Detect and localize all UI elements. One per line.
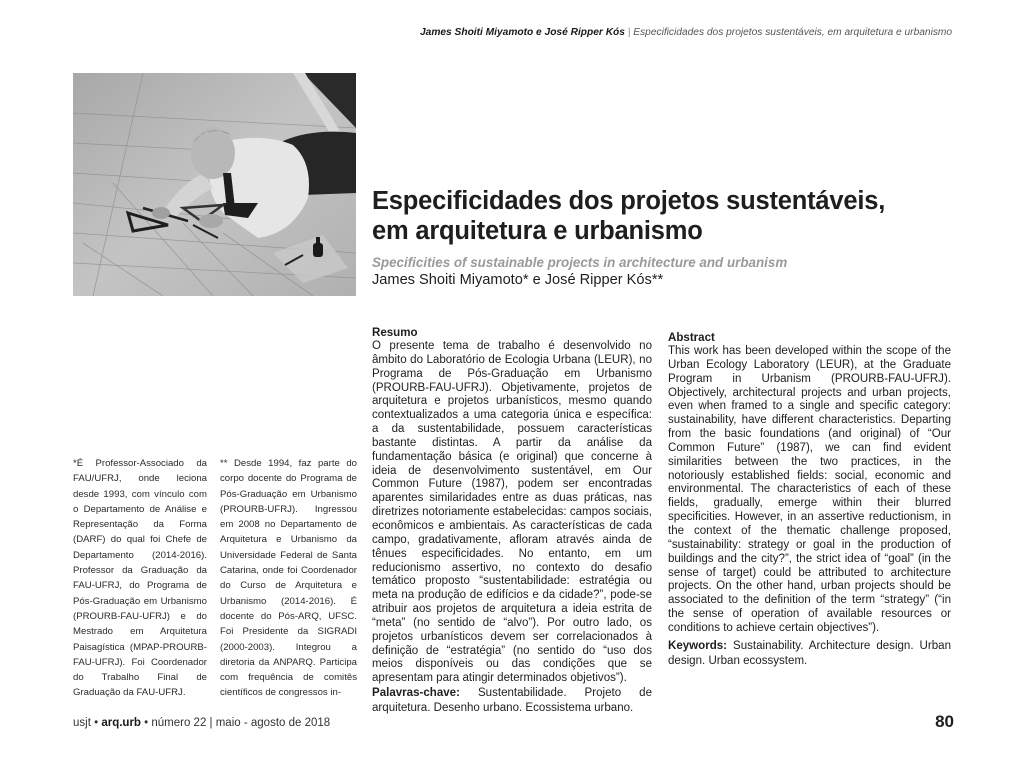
abstract-keywords-label: Keywords: bbox=[668, 639, 728, 652]
abstract-heading: Abstract bbox=[668, 332, 715, 344]
article-title bbox=[372, 186, 972, 246]
resumo-heading: Resumo bbox=[372, 327, 418, 339]
footer-bullet: • bbox=[140, 717, 152, 729]
article-authors: James Shoiti Miyamoto* e José Ripper Kós** bbox=[372, 272, 664, 288]
abstract-section bbox=[668, 332, 951, 669]
resumo-section bbox=[372, 327, 652, 716]
footnote-author-2: ** Desde 1994, faz parte do corpo docente do Programa de Pós-Graduação em Urbanismo (PROURB-UFRJ). Ingressou em 2008 no Departamento de Arquitetura e Urbanismo da Universidade Federal de Santa Catarina, onde foi Coordenador do Curso de Arquitetura e Urbanismo (2014-2016). É docente do Pós-ARQ, UFSC. Foi Presidente da SIGRADI (2000-2003). Integrou a diretoria da ANPARQ. Participa com frequência de comitês científicos de congressos in- bbox=[220, 458, 357, 699]
footer-publisher: usjt bbox=[73, 717, 91, 729]
footer-journal-name: arq.urb bbox=[101, 717, 141, 729]
abstract-keywords bbox=[668, 639, 951, 669]
footer-bullet: • bbox=[90, 717, 102, 729]
abstract-body: This work has been developed within the scope of the Urban Ecology Laboratory (LEUR), at the Graduate Program in Urbanism (PROURB-FAU-UFRJ). Objectively, architectural projects and urban projects, even when framed to a single and specific category: sustainability, have different characteristics. Departing from the basic foundations (and original) of “Our Common Future” (1987), we can find evident similarities between the two practices, in the notoriously established fields: social, economic and environmental. The characteristics of each of these fields, gradually, emerge within their blurred specificities. However, in an assertive reductionism, in the context of the thematic challenge proposed, “sustainability: strategy or goal in the production of buildings and the city?”, the strict idea of “goal” (in the sense of target) could be attributed to architecture projects. On the other hand, urban projects should be associated to the definition of the term “strategy” (“in the sense of operation of available resources or conditions to achieve certain objectives”). bbox=[668, 345, 951, 634]
article-title-line1: Especificidades dos projetos sustentáveis, bbox=[372, 187, 886, 215]
article-photo bbox=[73, 73, 356, 296]
running-head bbox=[420, 27, 952, 38]
resumo-body: O presente tema de trabalho é desenvolvido no âmbito do Laboratório de Ecologia Urbana (LEUR), no Programa de Pós-Graduação em Urbanismo (PROURB-FAU-UFRJ). Objetivamente, projetos de arquitetura e projetos urbanísticos, mesmo quando contextualizados a uma categoria única e específica: a da sustentabilidade, possuem características bastante distintas. A partir da análise da fundamentação básica (e original) que concerne à ideia de desenvolvimento sustentável, em Our Common Future (1987), podem ser encontradas aparentes similaridades entre as duas práticas, nas diretrizes notoriamente estabelecidas: campos sociais, econômicos e ambientais. As características de cada campo, gradativamente, afloram através ainda de tênues especificidades. No entanto, em um reducionismo assertivo, no contexto do desafio temático proposto “sustentabilidade: estratégia ou meta na produção de edifícios e da cidade?”, pode-se atribuir aos projetos de arquitetura a ideia estrita de “meta” (no sentido de “alvo”). Por outro lado, os projetos urbanísticos devem ser correlacionados à definição de “estratégia” (no sentido do “uso dos meios disponíveis ou das condições que se apresentam para atingir determinados objetivos”). bbox=[372, 340, 652, 685]
article-subtitle: Specificities of sustainable projects in architecture and urbanism bbox=[372, 255, 788, 270]
running-head-separator: | bbox=[624, 27, 634, 38]
footer-journal-info bbox=[73, 717, 330, 729]
article-title-line2: em arquitetura e urbanismo bbox=[372, 217, 703, 245]
footnote-author-1: *É Professor-Associado da FAU/UFRJ, onde leciona desde 1993, com vínculo com o Departamento de Análise e Representação da Forma (DARF) do qual foi Chefe de Departamento (2014-2016). Professor da Graduação da FAU-UFRJ, do Programa de Pós-Graduação em Urbanismo (PROURB-FAU-UFRJ) e do Mestrado em Arquitetura Paisagística (MPAP-PROURB-FAU-UFRJ). Foi Coordenador do Trabalho Final de Graduação da FAU-UFRJ. bbox=[73, 458, 207, 699]
abstract-keywords-text: Sustainability. Architecture design. Urban design. Urban ecossystem. bbox=[668, 639, 951, 667]
drafting-man-photo-icon bbox=[73, 73, 356, 296]
footer-issue: número 22 | maio - agosto de 2018 bbox=[151, 717, 331, 729]
running-head-title: Especificidades dos projetos sustentáveis, em arquitetura e urbanismo bbox=[633, 27, 953, 38]
running-head-authors: James Shoiti Miyamoto e José Ripper Kós bbox=[420, 27, 625, 38]
page-number: 80 bbox=[935, 712, 954, 731]
resumo-keywords-label: Palavras-chave: bbox=[372, 687, 460, 700]
resumo-keywords bbox=[372, 686, 652, 716]
resumo-keywords-text: Sustentabilidade. Projeto de arquitetura. Desenho urbano. Ecossistema urbano. bbox=[372, 687, 652, 715]
